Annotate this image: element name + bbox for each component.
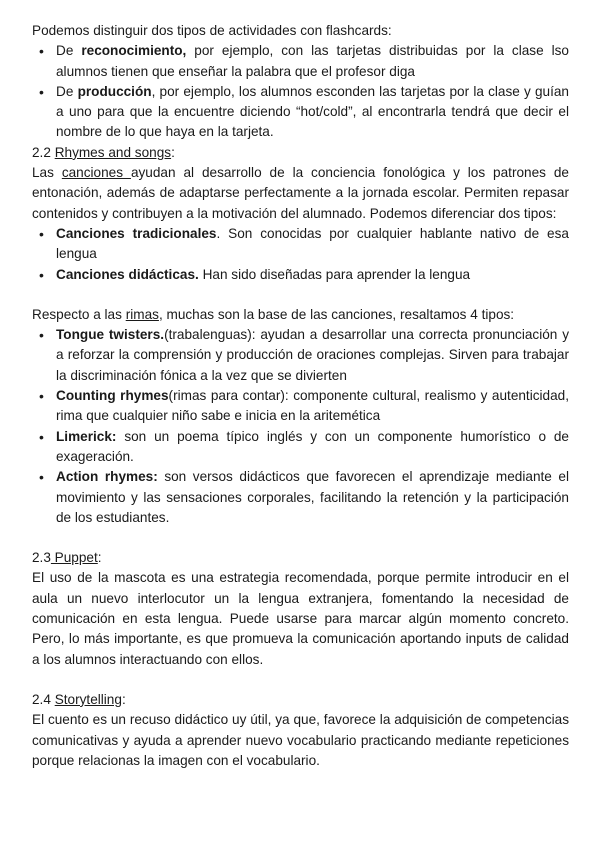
section-heading-2-2: 2.2 Rhymes and songs: [32,144,175,160]
list-item: • Limerick: son un poema típico inglés y con un componente humorístico o de exageración. [32,427,569,468]
canciones-link[interactable]: canciones [61,165,131,181]
rimas-intro: Respecto a las rimas, muchas son la base de las canciones, resaltamos 4 tipos: [32,306,515,322]
spacer [32,528,569,548]
heading-link[interactable]: Puppet [50,550,98,566]
flashcards-intro: Podemos distinguir dos tipos de actividades con flashcards: [32,23,392,38]
list-item: • Action rhymes: son versos didácticos que favorecen el aprendizaje mediante el movimiento y las sensaciones corporales, facilitando la retención y la participación de los estudiantes. [32,467,569,528]
puppet-paragraph: El uso de la mascota es una estrategia recomendada, porque permite introducir en el aula un nuevo interlocutor un la lengua extranjera, fomentando la necesidad de comunicación en esta lengua. Puede usarse para marcar algún momento concreto. Pero, lo más importante, es que promueva la comunicación aportando inputs de calidad a los alumnos interactuando con ellos. [32,570,569,667]
list-item: • Canciones tradicionales. Son conocidas por cualquier hablante nativo de esa lengua [32,224,569,265]
section-heading-2-3: 2.3 Puppet: [32,550,102,566]
songs-list [32,224,569,285]
heading-link[interactable]: Rhymes and songs [54,144,172,160]
spacer [32,670,569,690]
rimas-link[interactable]: rimas [125,306,159,322]
list-item: • Tongue twisters.(trabalenguas): ayudan a desarrollar una correcta pronunciación y a reforzar la comprensión y producción de oraciones complejas. Sirven para trabajar la discriminación fónica a la vez que se divierten [32,325,569,386]
list-item: • De reconocimiento, por ejemplo, con las tarjetas distribuidas por la clase lso alumnos tienen que enseñar la palabra que el profesor diga [32,41,569,82]
list-item: • Counting rhymes(rimas para contar): componente cultural, realismo y autenticidad, rima que cualquier niño sabe e inicia en la aritemética [32,386,569,427]
heading-link[interactable]: Storytelling [54,691,122,707]
section-heading-2-4: 2.4 Storytelling: [32,691,126,707]
spacer [32,285,569,305]
rimas-list [32,325,569,528]
document-page [32,21,569,771]
songs-paragraph: Las canciones ayudan al desarrollo de la conciencia fonológica y los patrones de entonación, además de adaptarse perfectamente a la jornada escolar. Permiten repasar contenidos y contribuyen a la motivación del alumnado. Podemos diferenciar dos tipos: [32,165,569,221]
storytelling-paragraph: El cuento es un recuso didáctico uy útil, ya que, favorece la adquisición de competencias comunicativas y ayuda a aprender nuevo vocabulario practicando mediante repeticiones porque relacionas la imagen con el vocabulario. [32,712,569,768]
flashcards-list [32,41,569,142]
list-item: • Canciones didácticas. Han sido diseñadas para aprender la lengua [32,265,569,285]
list-item: • De producción, por ejemplo, los alumnos esconden las tarjetas por la clase y guían a uno para que la encuentre diciendo “hot/cold”, al encontrarla tendrá que decir el nombre de lo que haya en la tarjeta. [32,82,569,143]
